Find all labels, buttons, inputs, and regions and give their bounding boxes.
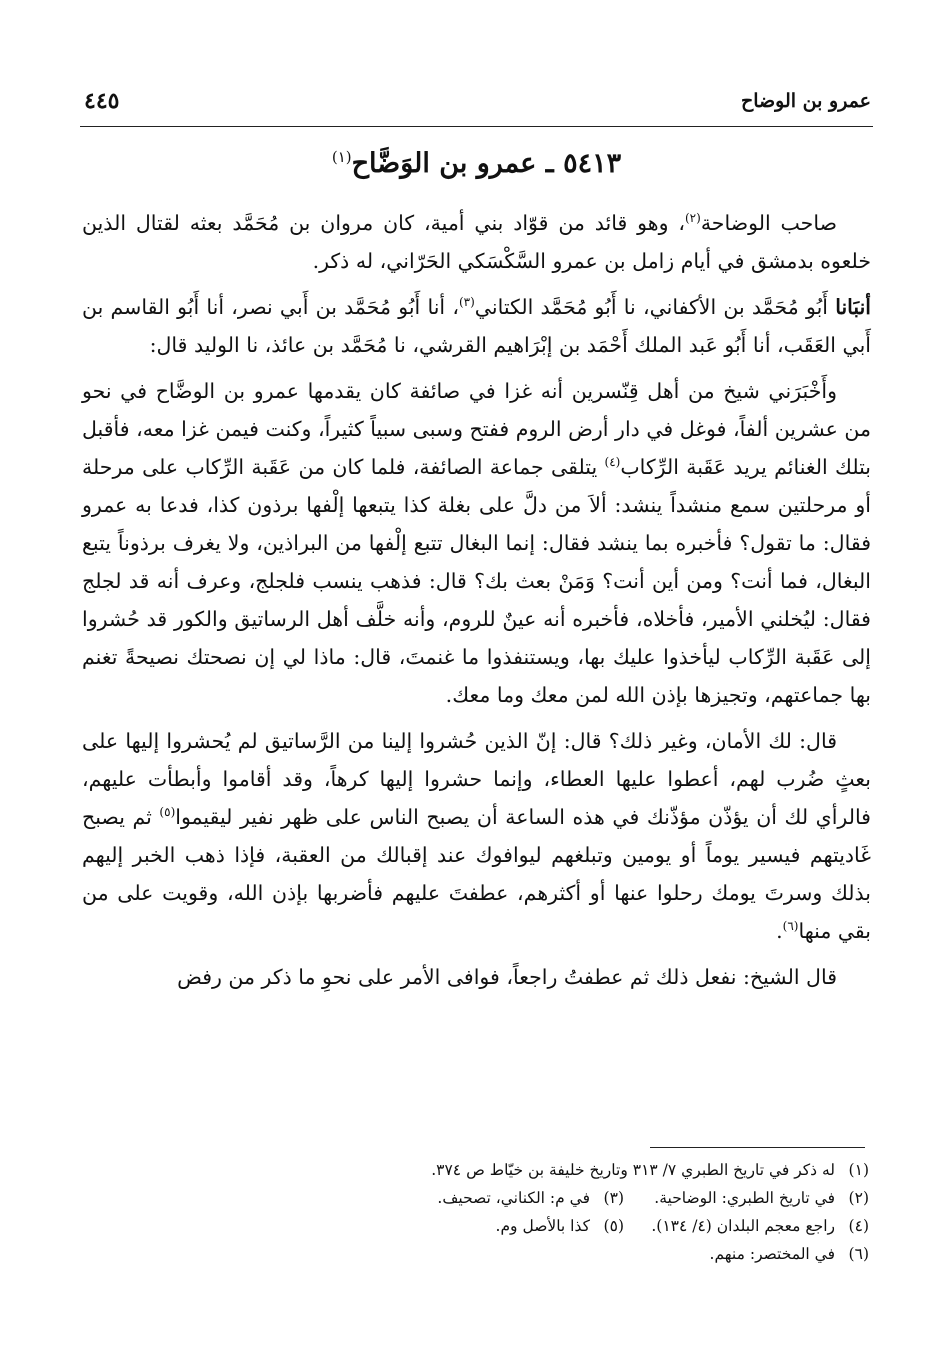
footnote-marker: (٢) — [684, 211, 701, 226]
footnote-text: في المختصر: منهم. — [709, 1245, 835, 1263]
footnote — [431, 1156, 869, 1184]
body-paragraph — [82, 288, 871, 364]
entry-heading-note: (١) — [331, 148, 352, 166]
footnote-number: (٤) — [848, 1217, 869, 1235]
paragraph-text: ، أنا أَبُو مُحَمَّد بن أَبي نصر، أنا أَبُو القاسم بن أَبي العَقَب، أنا أَبُو عَبد الملك أَحْمَد بن إبْرَاهيم القرشي، نا مُحَمَّد بن عائذ، نا الوليد قال: — [82, 295, 871, 357]
footnote-row — [80, 1240, 869, 1268]
paragraph-text: قال: لك الأمان، وغير ذلك؟ قال: إنّ الذين حُشروا إلينا من الرَّساتيق لم يُحشروا إليها على بعثٍ ضُرب لهم، أعطوا عليها العطاء، وإنما حشروا إليها كرهاً، وقد أقاموا وأبطأت عليهم، فالرأي لك أن يؤذّن مؤذّنك في هذه الساعة أن يصبح الناس على ظهر نفير ليقيموا — [82, 729, 871, 829]
footnote — [379, 1184, 624, 1212]
paragraph-text: يتلقى جماعة الصائفة، فلما كان من عَقَبة الرِّكاب على مرحلة أو مرحلتين سمع منشداً ينشد: ألاَ من دلَّ على بغلة كذا يتبعها إلْفها برذون كذا، فدعا به عمرو فقال: ما تقول؟ فأخبره بما ينشد فقال: إنما البغال تتبع إلْفها من البراذين، ولا يغرف برذوناً يتبع البغال، فما أنت؟ ومن أين أنت؟ وَمَنْ بعث بك؟ قال: فذهب ينسب فلجلج، وعرف أنه قد لجلج فقال: ليُخلني الأمير، فأخلاه، فأخبره أنه عينٌ للروم، وأنه خلَّف أهل الرساتيق والكور قد حُشروا إلى عَقَبة الرِّكاب ليأخذوا عليك بها، ويستنفذوا ما غنمتَ، قال: ماذا لي إن نصحتك نصيحةً تغنم بها جماعتهم، وتجيزها بإذن الله لمن معك وما معك. — [82, 455, 871, 707]
footnote-row — [80, 1156, 869, 1184]
footnote-text: كذا بالأصل وم. — [495, 1217, 590, 1235]
body-paragraph — [82, 958, 871, 996]
footnote-text: في م: الكناني، تصحيف. — [437, 1189, 590, 1207]
isnad-keyword: أنبَانا — [835, 295, 872, 319]
body-paragraph — [82, 204, 871, 280]
footnote — [710, 1240, 869, 1268]
footnote-marker: (٣) — [458, 295, 475, 310]
entry-heading-text: ٥٤١٣ ـ عمرو بن الوَضَّاح — [351, 148, 622, 179]
footnote-separator — [650, 1147, 865, 1148]
footnote-marker: (٤) — [604, 455, 621, 470]
body-paragraph — [82, 372, 871, 714]
paragraph-text: صاحب الوضاحة — [700, 211, 837, 235]
footnote-number: (٦) — [848, 1245, 869, 1263]
footnote-row — [80, 1184, 869, 1212]
running-header — [80, 86, 873, 127]
body-paragraph — [82, 722, 871, 950]
paragraph-text: ثم يصبح غَاديتهم فيسير يوماً أو يومين وتبلغهم ليوافوك عند إقبالك من العقبة، فإذا ذهب الخبر إليهم بذلك وسرتَ يومك رحلوا عنها أو أكثرهم، عطفتَ عليهم فأضربها بإذن الله، وقويت على من بقي منها — [82, 805, 871, 943]
footnote — [624, 1212, 869, 1240]
entry-body — [82, 204, 871, 1004]
footnote-row — [80, 1212, 869, 1240]
page-number: ٤٤٥ — [84, 88, 120, 114]
footnote-number: (٣) — [603, 1189, 624, 1207]
paragraph-text: وأَخْبَرَني شيخ من أهل قِنّسرين أنه غزا في صائفة كان يقدمها عمرو بن الوضَّاح في نحو من عشرين ألفاً، فوغل في دار أرض الروم ففتح وسبى سبياً كثيراً، وكنت فيمن غزا معه، فأقبل بتلك الغنائم يريد عَقَبة الرِّكاب — [82, 379, 871, 479]
footnote-text: في تاريخ الطبري: الوضاحية. — [654, 1189, 835, 1207]
footnote — [379, 1212, 624, 1240]
paragraph-text: . — [776, 919, 783, 943]
paragraph-text: ، وهو قائد من قوّاد بني أمية، كان مروان بن مُحَمَّد بعثه لقتال الذين خلعوه بدمشق في أيام زامل بن عمرو السَّكْسَكي الحَرّاني، له ذكر. — [82, 211, 871, 273]
footnote-marker: (٦) — [782, 919, 799, 934]
paragraph-text: قال الشيخ: نفعل ذلك ثم عطفتُ راجعاً، فوافى الأمر على نحوِ ما ذكر من رفض — [177, 965, 837, 989]
footnote-marker: (٥) — [159, 805, 176, 820]
paragraph-text: أَبُو مُحَمَّد بن الأكفاني، نا أَبُو مُحَمَّد الكتاني — [474, 295, 836, 319]
footnote-number: (١) — [848, 1161, 869, 1179]
footnote-number: (٢) — [848, 1189, 869, 1207]
entry-heading — [80, 148, 873, 179]
footnote-number: (٥) — [603, 1217, 624, 1235]
running-title: عمرو بن الوضاح — [740, 90, 871, 112]
footnote — [624, 1184, 869, 1212]
footnote-text: راجع معجم البلدان (٤/ ١٣٤). — [651, 1217, 835, 1235]
footnote-text: له ذكر في تاريخ الطبري ٧/ ٣١٣ وتاريخ خليفة بن خيّاط ص ٣٧٤. — [431, 1161, 835, 1179]
footnotes — [80, 1156, 869, 1268]
